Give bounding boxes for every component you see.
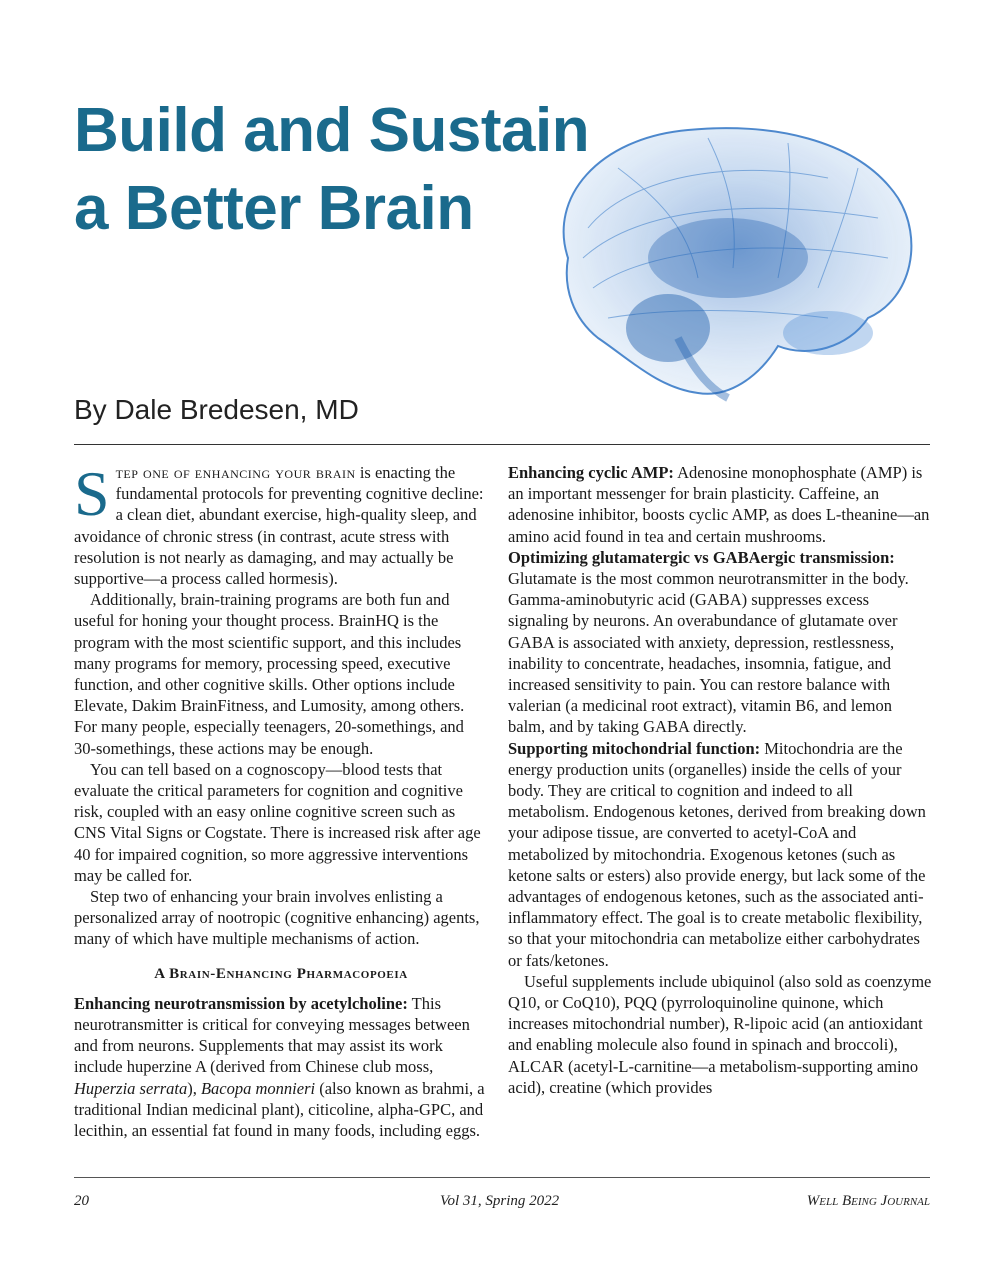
right-column xyxy=(508,462,932,1098)
page-number: 20 xyxy=(74,1193,89,1209)
lead-smallcaps: tep one of enhancing your brain xyxy=(115,463,356,482)
acetylcholine-text-c: (also known as brahmi, a traditional Indian medicinal plant), citicoline, alpha-GPC, and lecithin, an essential fat found in many foods, including eggs. xyxy=(74,1078,485,1141)
top-rule xyxy=(74,444,930,445)
title-line-1: Build and Sustain xyxy=(74,96,590,165)
paragraph-step-two: Step two of enhancing your brain involves enlisting a personalized array of nootropic (cognitive enhancing) agents, many of which have multiple mechanisms of action. xyxy=(74,887,480,949)
title-line-2: a Better Brain xyxy=(74,174,474,243)
paragraph-mitochondria xyxy=(508,738,932,971)
cyclic-amp-heading: Enhancing cyclic AMP: xyxy=(508,463,674,482)
issue-info: Vol 31, Spring 2022 xyxy=(440,1193,560,1209)
paragraph-supplements: Useful supplements include ubiquinol (also sold as coenzyme Q10, or CoQ10), PQQ (pyrroloquinoline quinone, which increases mitochondrial number), R-lipoic acid (an antioxidant and enabling molecule also found in spinach and broccoli), ALCAR (acetyl-L-carnitine—a metabolism-supporting amino acid), creatine (which provides xyxy=(508,971,932,1097)
species-huperzia: Huperzia serrata xyxy=(74,1078,188,1098)
byline: By Dale Bredesen, MD xyxy=(74,394,359,425)
intro-paragraph xyxy=(74,458,488,589)
paragraph-cyclic-amp xyxy=(508,462,932,547)
acetylcholine-heading: Enhancing neurotransmission by acetylcholine: xyxy=(74,993,408,1013)
cyclic-amp-text: Adenosine monophosphate (AMP) is an important messenger for brain plasticity. Caffeine, an adenosine inhibitor, boosts cyclic AMP, as does L-theanine—an amino acid found in tea and certain mushrooms. xyxy=(508,463,930,546)
glutamate-heading: Optimizing glutamatergic vs GABAergic transmission: xyxy=(508,547,895,567)
paragraph-cognoscopy: You can tell based on a cognoscopy—blood tests that evaluate the critical parameters for cognition and cognitive risk, coupled with an easy online cognitive screen such as CNS Vital Signs or Cogstate. There is increased risk after age 40 for impaired cognition, so more aggressive interventions may be called for. xyxy=(74,759,481,885)
species-bacopa: Bacopa monnieri xyxy=(200,1078,316,1098)
glutamate-text: Glutamate is the most common neurotransmitter in the body. Gamma-aminobutyric acid (GABA) suppresses excess signaling by neurons. An overabundance of glutamate over GABA is associated with anxiety, depression, restlessness, inability to concentrate, headaches, insomnia, fatigue, and increased sensitivity to pain. You can restore balance with valerian (a medicinal root extract), vitamin B6, and lemon balm, and by taking GABA directly. xyxy=(508,569,909,737)
paragraph-acetylcholine xyxy=(74,993,488,1141)
paragraph-glutamate xyxy=(508,547,932,738)
section-heading: A Brain-Enhancing Pharmacopoeia xyxy=(154,965,408,982)
acetylcholine-text-b: ), xyxy=(187,1078,201,1098)
journal-name: Well Being Journal xyxy=(806,1193,930,1209)
paragraph-brain-training: Additionally, brain-training programs are both fun and useful for honing your thought process. BrainHQ is the program with the most scientific support, and this includes many programs for memory, processing speed, executive function, and other cognitive skills. Other options include Elevate, Dakim BrainFitness, and Lumosity, among others. For many people, especially teenagers, 20-somethings, and 30-somethings, these actions may be enough. xyxy=(74,590,465,758)
intro-rest: is enacting the fundamental protocols for preventing cognitive decline: a clean diet, abundant exercise, high-quality sleep, and avoidance of chronic stress (in contrast, acute stress with resolution is not nearly as damaging, and may actually be supportive—a process called hormesis). xyxy=(74,463,484,589)
bottom-rule xyxy=(74,1177,930,1178)
mitochondria-heading: Supporting mitochondrial function: xyxy=(508,738,761,758)
drop-cap: S xyxy=(74,458,110,529)
left-column xyxy=(74,458,488,1141)
mitochondria-text: Mitochondria are the energy production units (organelles) inside the cells of your body. They are critical to cognition and indeed to all metabolism. Endogenous ketones, derived from breaking down your adipose tissue, are converted to acetyl-CoA and metabolized by mitochondria. Exogenous ketones (such as ketone salts or esters) also provide energy, but lack some of the advantages of endogenous ketones, such as the associated anti-inflammatory effect. The goal is to create metabolic flexibility, so that your mitochondria can metabolize either carbohydrates or fats/ketones. xyxy=(508,738,926,970)
acetylcholine-text-a: This neurotransmitter is critical for conveying messages between and from neurons. Supplements that may assist its work include huperzine A (derived from Chinese club moss, xyxy=(74,993,470,1077)
brain-illustration xyxy=(528,108,930,410)
